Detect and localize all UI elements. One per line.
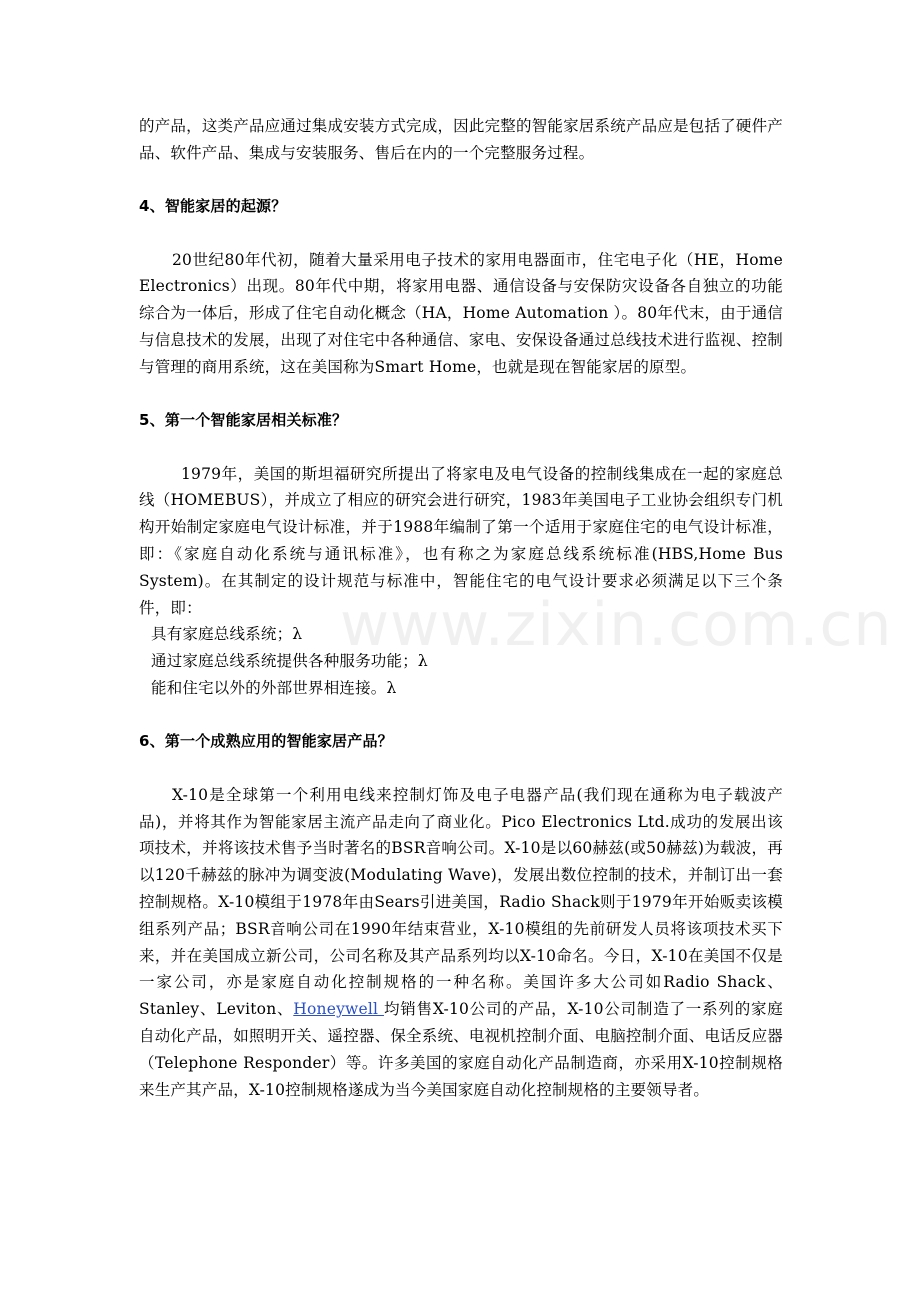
section-6-paragraph <box>139 782 783 1104</box>
spacer <box>139 219 783 247</box>
section-5-heading: 5、第一个智能家居相关标准？ <box>139 410 348 429</box>
spacer <box>139 702 783 728</box>
condition-item-1: 具有家庭总线系统；λ <box>151 625 303 644</box>
section-6-text-before-link: X-10是全球第一个利用电线来控制灯饰及电子电器产品(我们现在通称为电子载波产品)，并将其作为智能家居主流产品走向了商业化。Pico Electronics Ltd.成功的发展出该项技术，并将该技术售予当时著名的BSR音响公司。X-10是以60赫兹(或50赫兹)为载波，再以120千赫兹的脉冲为调变波(Modulating Wave)，发展出数位控制的技术，并制订出一套控制规格。X-10模组于1978年由Sears引进美国，Radio Shack则于1979年开始贩卖该模组系列产品；BSR音响公司在1990年结束营业，X-10模组的先前研发人员将该项技术买下来，并在美国成立新公司，公司名称及其产品系列均以X-10命名。今日，X-10在美国不仅是一家公司，亦是家庭自动化控制规格的一种名称。美国许多大公司如Radio Shack、Stanley、Leviton、 <box>139 785 783 1019</box>
document-body <box>139 113 783 1103</box>
section-4-heading: 4、智能家居的起源？ <box>139 196 287 215</box>
section-6-text-after-link: 均销售X-10公司的产品，X-10公司制造了一系列的家庭自动化产品，如照明开关、遥控器、保全系统、电视机控制介面、电脑控制介面、电话反应器（Telephone Responder）等。许多美国的家庭自动化产品制造商，亦采用X-10控制规格来生产其产品，X-10控制规格遂成为当今美国家庭自动化控制规格的主要领导者。 <box>139 1000 783 1099</box>
condition-item-2: 通过家庭总线系统提供各种服务功能；λ <box>151 652 428 671</box>
honeywell-link[interactable]: Honeywell <box>293 1000 384 1019</box>
section-5-paragraph: 1979年，美国的斯坦福研究所提出了将家电及电气设备的控制线集成在一起的家庭总线（HOMEBUS），并成立了相应的研究会进行研究，1983年美国电子工业协会组织专门机构开始制定家庭电气设计标准，并于1988年编制了第一个适用于家庭住宅的电气设计标准，即：《家庭自动化系统与通讯标准》，也有称之为家庭总线系统标准(HBS,Home Bus System)。在其制定的设计规范与标准中，智能住宅的电气设计要求必须满足以下三个条件，即： <box>139 464 783 617</box>
spacer <box>139 167 783 193</box>
section-6-heading: 6、第一个成熟应用的智能家居产品？ <box>139 731 393 750</box>
spacer <box>139 381 783 407</box>
intro-paragraph: 的产品，这类产品应通过集成安装方式完成，因此完整的智能家居系统产品应是包括了硬件产品、软件产品、集成与安装服务、售后在内的一个完整服务过程。 <box>139 117 783 162</box>
watermark: www.zixin.com.cn <box>340 590 893 660</box>
condition-item-3: 能和住宅以外的外部世界相连接。λ <box>151 678 397 697</box>
spacer <box>139 433 783 461</box>
section-4-paragraph: 20世纪80年代初，随着大量采用电子技术的家用电器面市，住宅电子化（HE，Home Electronics）出现。80年代中期，将家用电器、通信设备与安保防灾设备各自独立的功能综合为一体后，形成了住宅自动化概念（HA，Home Automation ）。80年代末，由于通信与信息技术的发展，出现了对住宅中各种通信、家电、安保设备通过总线技术进行监视、控制与管理的商用系统，这在美国称为Smart Home，也就是现在智能家居的原型。 <box>139 250 783 376</box>
spacer <box>139 754 783 782</box>
